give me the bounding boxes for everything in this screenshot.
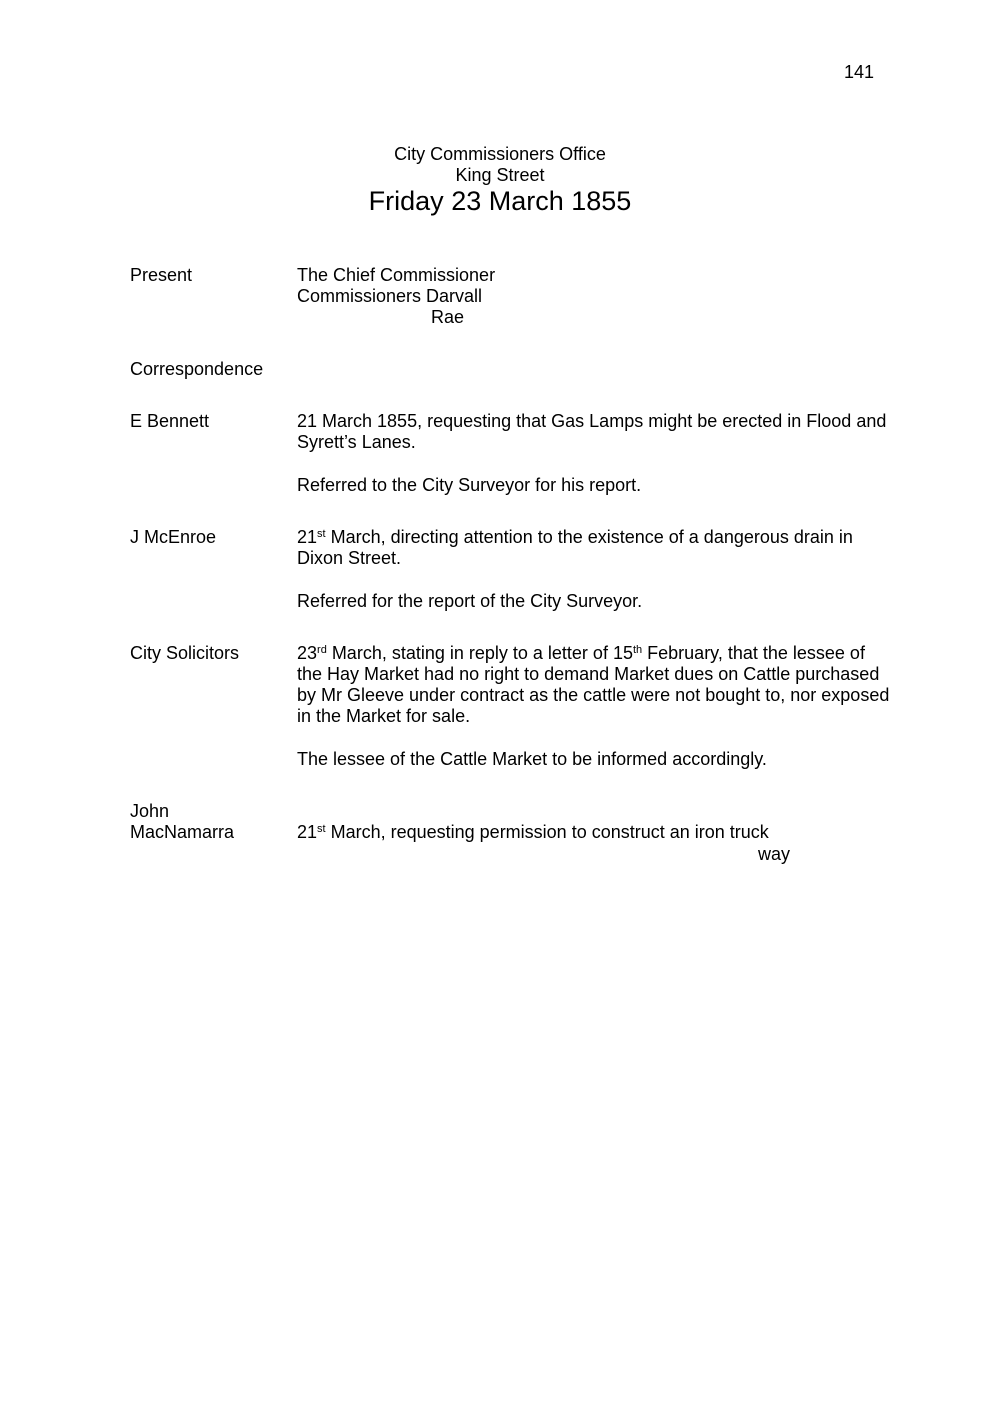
present-line: The Chief Commissioner	[297, 265, 496, 285]
day: 23	[297, 643, 318, 663]
day-suffix: rd	[317, 644, 327, 656]
present-line: Rae	[431, 307, 465, 327]
meeting-date: Friday 23 March 1855	[368, 186, 632, 216]
present-label: Present	[130, 265, 193, 285]
present-line: Commissioners Darvall	[297, 286, 483, 306]
correspondent-name: E Bennett	[130, 411, 210, 431]
letter-text	[297, 822, 769, 843]
letter-text	[297, 527, 853, 548]
continuation-word: way	[758, 844, 791, 864]
day-suffix: st	[317, 528, 326, 540]
correspondent-name: MacNamarra	[130, 822, 235, 842]
letter-text: in the Market for sale.	[297, 706, 471, 726]
letter-text-rest: February, that the lessee of	[642, 643, 865, 663]
letter-text-rest: March, requesting permission to construct an iron truck	[325, 822, 769, 842]
resolution-text: Referred for the report of the City Surveyor.	[297, 591, 643, 611]
resolution-text: The lessee of the Cattle Market to be informed accordingly.	[297, 749, 767, 769]
correspondence-heading: Correspondence	[130, 359, 264, 379]
day-suffix: st	[317, 823, 326, 835]
letter-text: by Mr Gleeve under contract as the cattle were not bought to, nor exposed	[297, 685, 890, 705]
letter-text: Syrett’s Lanes.	[297, 432, 416, 452]
letter-text: Dixon Street.	[297, 548, 402, 568]
mid-suffix: th	[632, 644, 643, 656]
office-name: City Commissioners Office	[394, 144, 606, 164]
letter-text-rest: March, directing attention to the existence of a dangerous drain in	[325, 527, 853, 547]
day: 21	[297, 822, 318, 842]
letter-text: 21 March 1855, requesting that Gas Lamps might be erected in Flood and	[297, 411, 887, 431]
resolution-text: Referred to the City Surveyor for his report.	[297, 475, 642, 495]
letter-text	[297, 643, 865, 664]
correspondent-name: John	[130, 801, 170, 821]
letter-text: the Hay Market had no right to demand Market dues on Cattle purchased	[297, 664, 880, 684]
letter-text-mid: March, stating in reply to a letter of 15	[326, 643, 633, 663]
street-name: King Street	[455, 165, 545, 185]
page-number: 141	[844, 62, 875, 82]
correspondent-name: City Solicitors	[130, 643, 240, 663]
correspondent-name: J McEnroe	[130, 527, 217, 547]
day: 21	[297, 527, 318, 547]
